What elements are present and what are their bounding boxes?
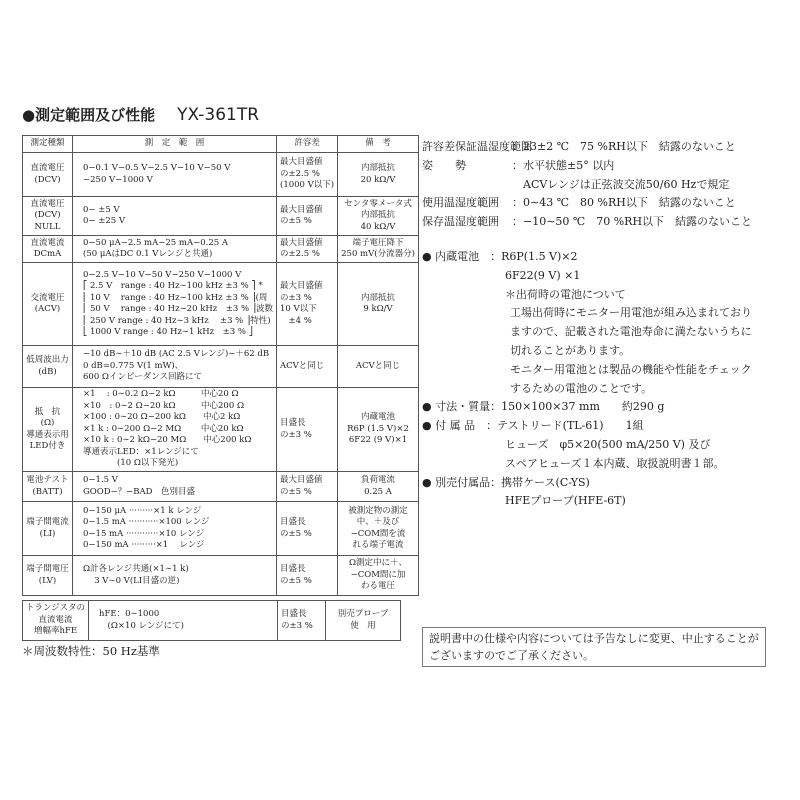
cell-line: の±5 % <box>280 575 312 586</box>
table-row <box>23 472 419 502</box>
cell-line: ±4 % <box>280 315 312 326</box>
cell-line: 0− ±25 V <box>83 216 126 226</box>
cell-line: 使 用 <box>350 620 376 631</box>
cell-line: (DCV) <box>34 174 61 185</box>
cell-line: センタ零メータ式 <box>344 198 412 209</box>
cell-name <box>23 502 73 556</box>
condition-value: ：0∼43 ℃ 80 %RH以下 結露のないこと <box>512 196 736 210</box>
cell-line: 0−150 μA ·········×1 k レンジ <box>83 505 202 516</box>
cell-line: GOOD−？−BAD 色別目盛 <box>83 486 195 497</box>
condition-label: 保存温湿度範囲 <box>422 215 499 229</box>
cell-line: トランジスタの <box>26 603 86 614</box>
column-header: 備 考 <box>338 136 419 153</box>
options-label: ● 別売付属品：携帯ケース(C-YS) <box>422 475 590 489</box>
battery-note: ますので、記載された電池寿命に満たないうちに <box>510 325 752 339</box>
transistor-table <box>22 600 401 641</box>
footnote: ＊周波数特性：50 Hz基準 <box>22 644 160 658</box>
table-row <box>23 556 419 596</box>
cell-line: 600 Ωインピーダンス回路にて <box>83 372 202 383</box>
cell-tol <box>277 263 338 346</box>
cell-line: 40 kΩ/V <box>360 221 396 232</box>
cell-line: Ω計各レンジ共通(×1∼1 k) <box>83 564 189 574</box>
cell-line: の±3 % <box>280 292 312 303</box>
cell-line: Ω測定中に＋、 <box>348 558 408 569</box>
cell-line: 最大目盛値 <box>280 281 323 291</box>
cell-line: 目盛長 <box>280 564 306 574</box>
cell-line: 最大目盛値 <box>280 237 323 248</box>
cell-range <box>73 556 277 596</box>
cell-line: 増幅率hFE <box>33 626 78 637</box>
cell-line: 6F22 (9 V)×1 <box>348 435 408 446</box>
cell-line: ×1 : 0∼0.2 Ω−2 kΩ 中心20 Ω <box>83 389 239 400</box>
condition-row <box>422 213 752 232</box>
cell-line: 0−150 mA ·········×1 レンジ <box>83 540 205 550</box>
options-line: HFEプローブ(HFE-6T) <box>505 494 626 508</box>
cell-line: の±3 % <box>280 429 312 440</box>
cell-line: (dB) <box>38 366 57 377</box>
cell-note <box>338 472 419 502</box>
cell-line: hFE：0∼1000 <box>99 609 160 619</box>
cell-range <box>73 346 277 388</box>
column-header: 許容差 <box>277 136 338 153</box>
condition-value: ACVレンジは正弦波交流50/60 Hzで規定 <box>512 177 730 191</box>
cell-note <box>326 601 401 641</box>
cell-range <box>89 601 278 641</box>
cell-line: れる端子電流 <box>352 540 404 550</box>
cell-line: 0−15 mA ············×10 レンジ <box>83 528 205 539</box>
table-row <box>23 236 419 263</box>
cell-line: の±2.5 % <box>280 249 320 259</box>
table-row <box>23 346 419 388</box>
cell-line: 交流電圧 <box>30 292 65 303</box>
cell-line: 別売プローブ <box>337 609 389 619</box>
cell-line: 0− ±5 V <box>83 204 120 215</box>
cell-line: 内部抵抗 <box>361 210 396 221</box>
cell-line: 0−2.5 V−10 V−50 V−250 V−1000 V <box>83 269 242 280</box>
condition-row <box>422 176 752 195</box>
cell-line: 250 mV(分流器分) <box>341 249 415 259</box>
cell-line: 内部抵抗 <box>361 163 396 173</box>
cell-line: ×10 : 0∼2 Ω−20 kΩ 中心200 Ω <box>83 400 245 411</box>
cell-line: の±5 % <box>280 486 312 497</box>
table-row <box>23 153 419 197</box>
cell-name <box>23 556 73 596</box>
cell-note <box>338 556 419 596</box>
cell-line: (DCV) <box>34 210 61 221</box>
battery-note: 切れることがあります。 <box>510 343 631 357</box>
section-title <box>22 104 259 125</box>
cell-line: の±2.5 % <box>280 168 320 179</box>
notice-box: 説明書中の仕様や内容については予告なしに変更、中止することがございますのでご了承ください。 <box>422 627 766 667</box>
cell-line: 端子間電圧 <box>26 564 69 574</box>
condition-value: ：−10∼50 ℃ 70 %RH以下 結露のないこと <box>512 215 753 229</box>
cell-line: DCmA <box>33 249 62 259</box>
cell-note <box>338 153 419 197</box>
condition-label: 許容差保証温湿度範囲 <box>422 140 532 153</box>
battery-note: モニター用電池とは製品の機能や性能をチェック <box>510 362 752 376</box>
cell-line: ⎢ 250 V range : 40 Hz∼3 kHz ±3 % ⎥特性) <box>83 315 271 326</box>
cell-line: 0−50 μA−2.5 mA−25 mA−0.25 A <box>83 237 228 248</box>
cell-range <box>73 388 277 472</box>
cell-tol <box>277 556 338 596</box>
cell-name <box>23 601 89 641</box>
cell-range <box>73 153 277 197</box>
battery-label: ● 内蔵電池 ：R6P(1.5 V)×2 <box>422 250 578 263</box>
cell-tol <box>277 346 338 388</box>
battery-note: 工場出荷時にモニター用電池が組み込まれており <box>510 306 752 320</box>
cell-line: (ACV) <box>34 304 61 314</box>
cell-line: 低周波出力 <box>26 355 69 365</box>
column-header: 測 定 範 囲 <box>73 136 277 153</box>
cell-line: 9 kΩ/V <box>363 304 393 314</box>
cell-line: 0−1.5 mA ···········×100 レンジ <box>83 517 210 527</box>
cell-range <box>73 263 277 346</box>
cell-line: 内蔵電池 <box>361 412 396 423</box>
cell-line: (Ω×10 レンジにて) <box>99 620 184 631</box>
cell-line: −COM間に加 <box>350 569 406 580</box>
cell-line: 導通表示LED：×1レンジにて <box>83 446 199 457</box>
cell-line: 直流電流 <box>38 614 73 625</box>
table-row <box>23 388 419 472</box>
cell-note <box>338 346 419 388</box>
cell-note <box>338 388 419 472</box>
cell-line: 10 V以下 <box>280 304 317 314</box>
cell-line: (10 Ω以下発光) <box>83 458 179 469</box>
conditions <box>422 138 752 232</box>
cell-tol <box>277 236 338 263</box>
condition-row <box>422 194 752 213</box>
cell-line: の±5 % <box>280 528 312 539</box>
cell-name <box>23 388 73 472</box>
heading: ●測定範囲及び性能 <box>22 106 156 124</box>
cell-line: 直流電流 <box>30 237 65 248</box>
cell-line: (50 μAはDC 0.1 Vレンジと共通) <box>83 249 213 259</box>
cell-line: 電池テスト <box>26 475 69 485</box>
table-row <box>23 601 401 641</box>
cell-line: 中、＋及び <box>356 517 400 527</box>
cell-line: (1000 V以下) <box>280 180 335 191</box>
cell-line: ⎢ 10 V range : 40 Hz∼100 kHz ±3 % ⎥(周 <box>83 292 268 303</box>
table-row <box>23 197 419 236</box>
cell-note <box>338 236 419 263</box>
cell-line: ×10 k : 0∼2 kΩ−20 MΩ 中心200 kΩ <box>83 435 252 446</box>
condition-row <box>422 138 752 157</box>
cell-line: LED付き <box>29 441 66 451</box>
cell-line: 負荷電流 <box>361 475 396 485</box>
cell-line: 導通表示用 <box>26 429 69 440</box>
cell-range <box>73 502 277 556</box>
cell-range <box>73 236 277 263</box>
table-header <box>23 136 419 153</box>
cell-line: 20 kΩ/V <box>360 174 396 185</box>
product-info <box>422 248 752 511</box>
cell-line: 端子間電流 <box>26 517 69 527</box>
cell-tol <box>277 502 338 556</box>
cell-line: ×1 k : 0∼200 Ω−2 MΩ 中心20 kΩ <box>83 423 244 434</box>
cell-line: (LI) <box>39 528 56 539</box>
cell-line: わる電圧 <box>361 581 396 592</box>
cell-line: ACVと同じ <box>280 360 325 371</box>
cell-line: R6P (1.5 V)×2 <box>347 423 409 434</box>
cell-name <box>23 153 73 197</box>
cell-tol <box>277 197 338 236</box>
cell-note <box>338 502 419 556</box>
accessories-label: ● 付 属 品 ：テストリード(TL-61) 1組 <box>422 419 644 433</box>
cell-line: ⎢ 50 V range : 40 Hz∼20 kHz ±3 % ⎥波数 <box>83 304 274 314</box>
column-header: 測定種類 <box>23 136 73 153</box>
cell-line: 0 dB=0.775 V(1 mW)、 <box>83 360 184 371</box>
condition-label: 姿 勢 <box>422 158 466 172</box>
cell-note <box>338 263 419 346</box>
cell-line: (BATT) <box>32 486 63 497</box>
accessories-line: スペアヒューズ１本内蔵、取扱説明書１部。 <box>505 456 725 470</box>
cell-tol <box>277 472 338 502</box>
cell-name <box>23 263 73 346</box>
cell-name <box>23 346 73 388</box>
cell-line: 最大目盛値 <box>280 157 323 168</box>
cell-line: ⎡ 2.5 V range : 40 Hz∼100 kHz ±3 % ⎤ * <box>83 281 263 291</box>
cell-line: 3 V∼0 V(LI目盛の逆) <box>83 575 180 586</box>
cell-line: −COM間を流 <box>350 528 406 539</box>
cell-line: 最大目盛値 <box>280 475 323 485</box>
accessories-line: ヒューズ φ5×20(500 mA/250 V) 及び <box>505 437 711 451</box>
cell-line: 0.25 A <box>364 486 392 497</box>
cell-line: NULL <box>34 221 61 232</box>
cell-line: 0−0.1 V−0.5 V−2.5 V−10 V−50 V <box>83 163 231 173</box>
table-row <box>23 502 419 556</box>
battery-line: ＊出荷時の電池について <box>505 287 626 301</box>
cell-tol <box>277 153 338 197</box>
cell-line: 直流電圧 <box>30 198 65 209</box>
cell-line: の±5 % <box>280 216 312 226</box>
cell-line: 内部抵抗 <box>361 292 396 303</box>
table-row <box>23 263 419 346</box>
cell-line: の±3 % <box>281 620 313 631</box>
cell-line: 目盛長 <box>280 517 306 527</box>
cell-line: (Ω) <box>40 418 55 428</box>
cell-line: 端子電圧降下 <box>352 237 404 248</box>
cell-line: 被測定物の測定 <box>348 505 408 516</box>
cell-range <box>73 472 277 502</box>
condition-label: 使用温湿度範囲 <box>422 196 499 210</box>
cell-line: −250 V−1000 V <box>83 174 153 185</box>
cell-range <box>73 197 277 236</box>
battery-note: するための電池のことです。 <box>510 381 653 395</box>
cell-name <box>23 236 73 263</box>
spec-table <box>22 135 419 596</box>
cell-line: ⎣ 1000 V range : 40 Hz∼1 kHz ±3 % ⎦ <box>83 327 253 337</box>
cell-note <box>338 197 419 236</box>
cell-line: 目盛長 <box>281 609 307 619</box>
cell-line: 最大目盛値 <box>280 204 323 215</box>
cell-name <box>23 472 73 502</box>
cell-tol <box>278 601 326 641</box>
condition-row <box>422 157 752 176</box>
cell-name <box>23 197 73 236</box>
cell-line: ACVと同じ <box>355 360 401 371</box>
cell-tol <box>277 388 338 472</box>
cell-line: 抵 抗 <box>34 406 61 417</box>
cell-line: 0−1.5 V <box>83 475 118 485</box>
condition-value: ：水平状態±5° 以内 <box>512 158 615 172</box>
battery-line: 6F22(9 V) ×1 <box>505 268 581 282</box>
cell-line: −10 dB∼＋10 dB (AC 2.5 Vレンジ)∼＋62 dB <box>83 349 270 360</box>
dimensions: ● 寸法・質量：150×100×37 mm 約290 g <box>422 400 665 414</box>
cell-line: (LV) <box>38 575 57 586</box>
cell-line: 直流電圧 <box>30 163 65 173</box>
cell-line: 目盛長 <box>280 418 306 428</box>
model-name: YX-361TR <box>177 105 260 125</box>
cell-line: ×100 : 0∼20 Ω−200 kΩ 中心2 kΩ <box>83 412 241 423</box>
condition-value: ：23±2 ℃ 75 %RH以下 結露のないこと <box>512 140 736 153</box>
